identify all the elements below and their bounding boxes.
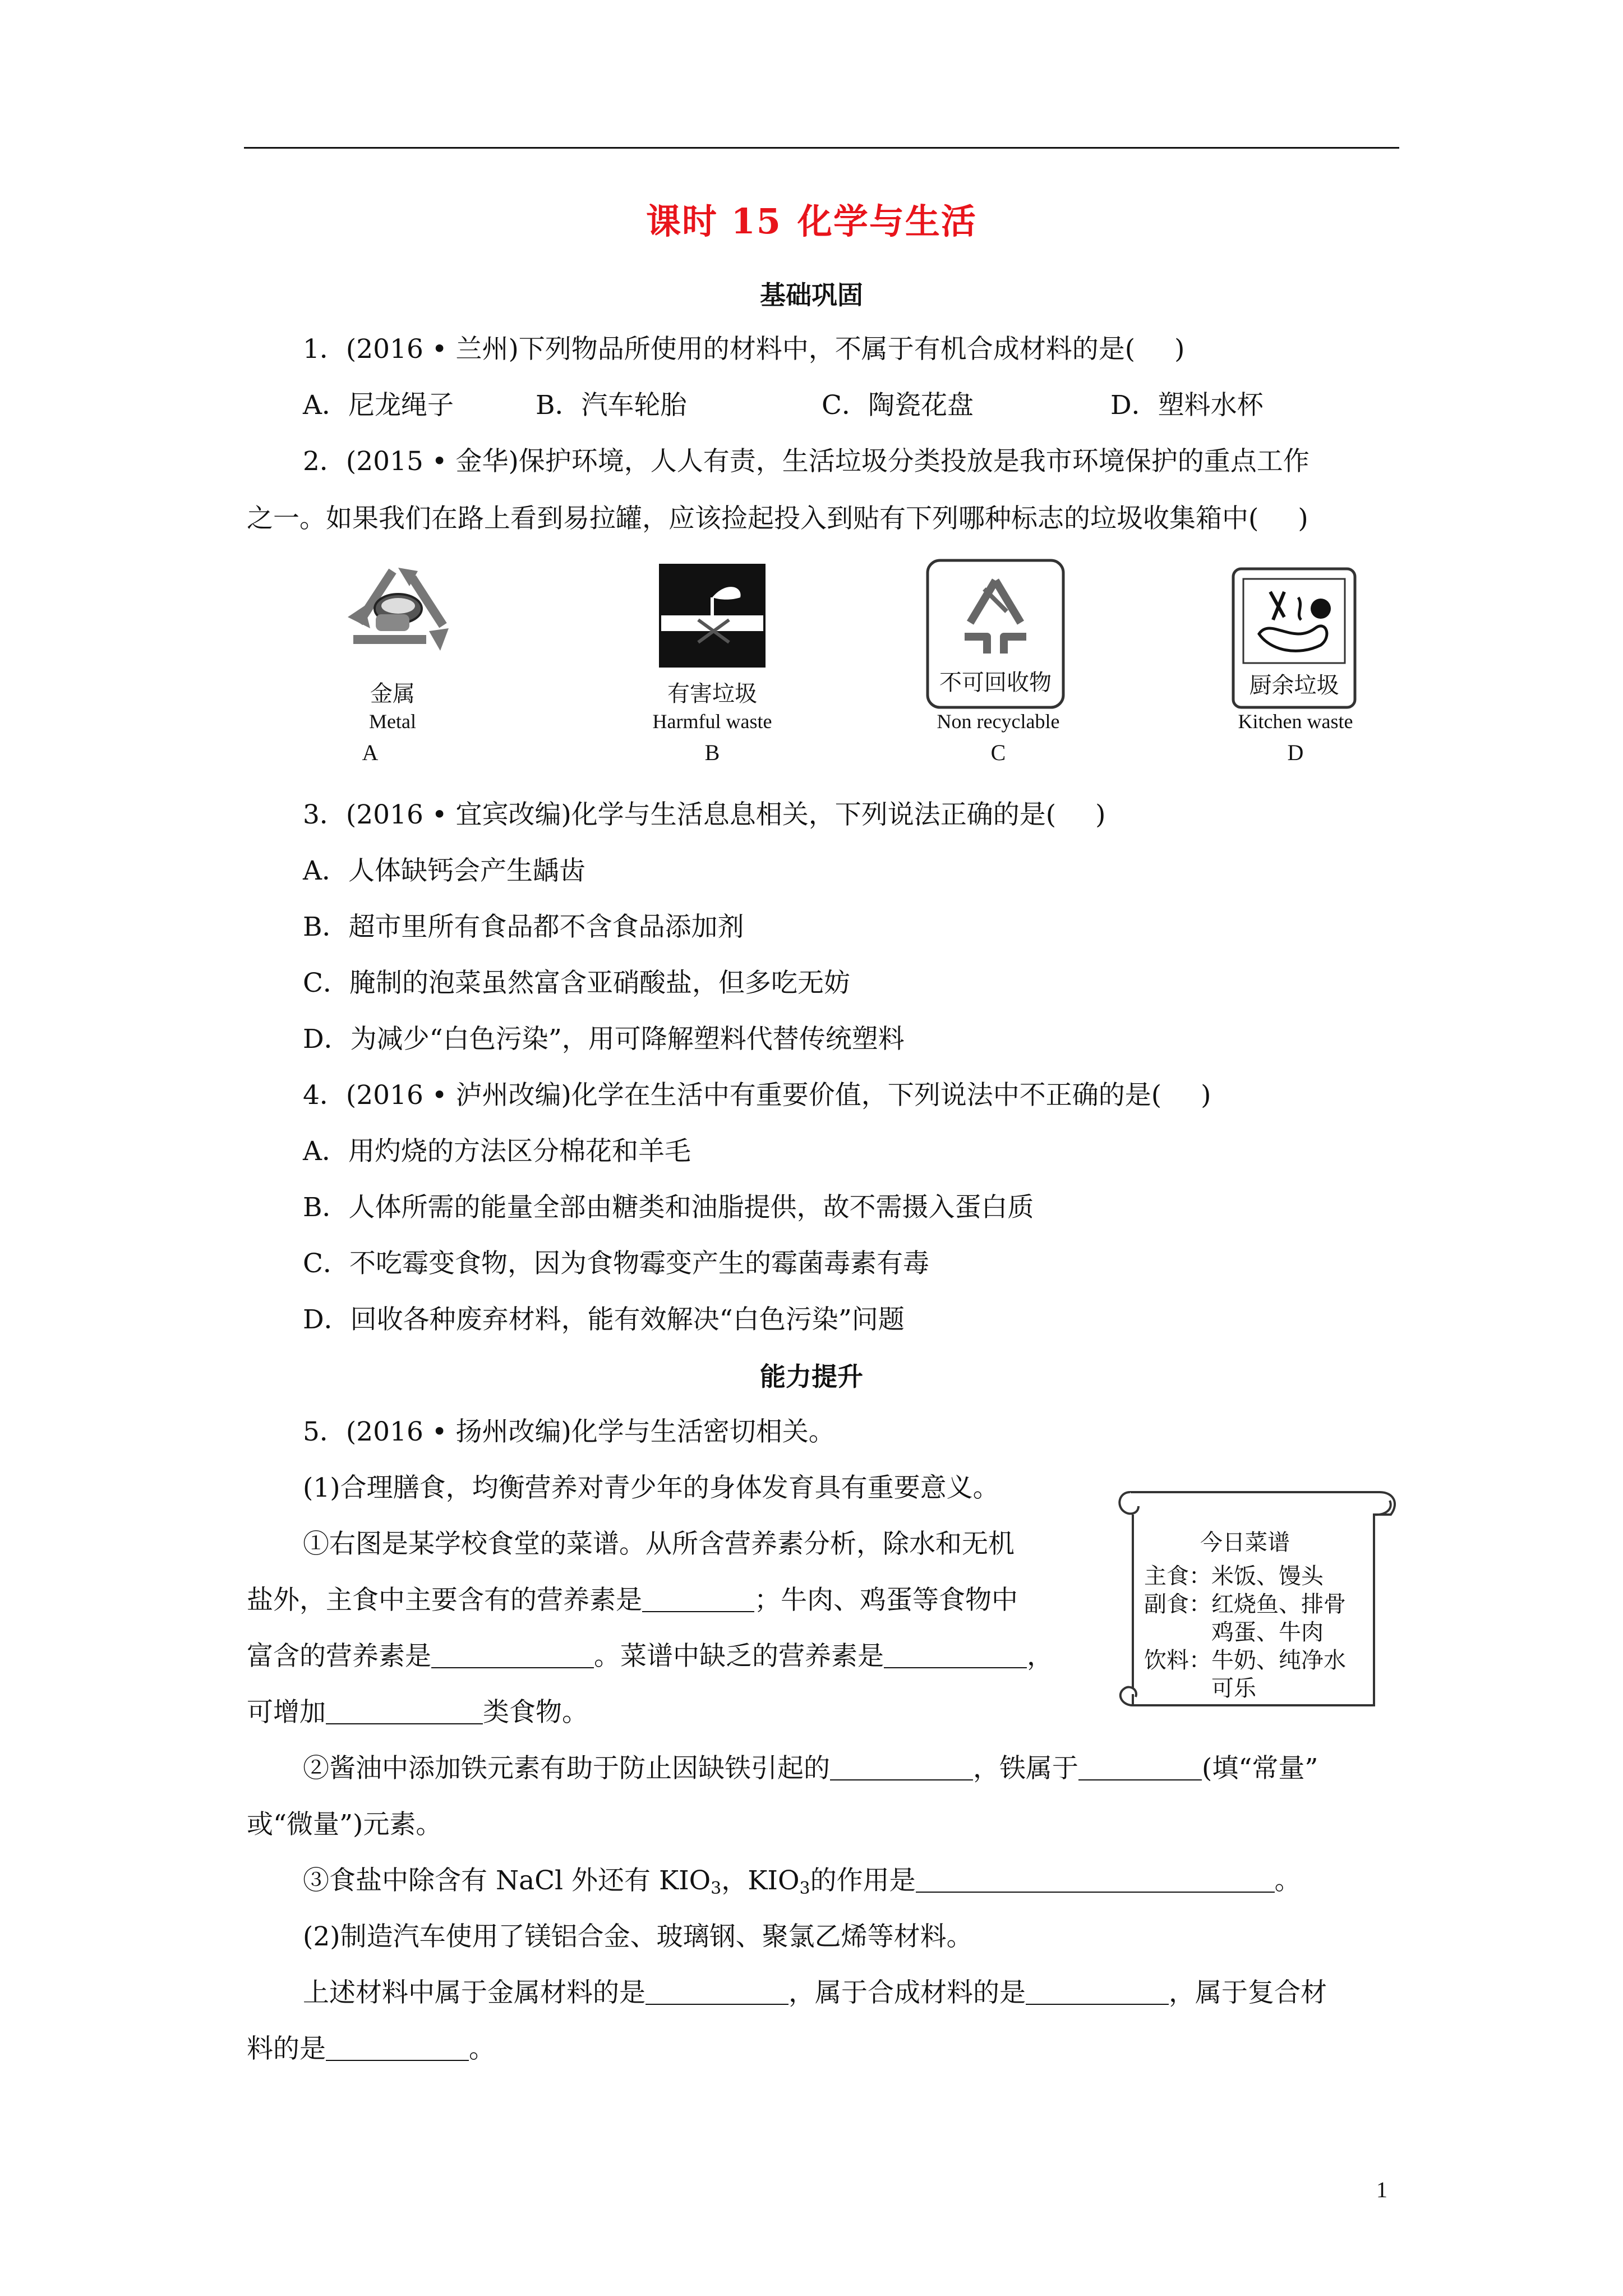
answer-blank[interactable] (1078, 1779, 1202, 1780)
question-1-option-a: A．尼龙绳子 (303, 390, 454, 421)
question-4-option-c: C．不吃霉变食物，因为食物霉变产生的霉菌毒素有毒 (303, 1248, 929, 1279)
question-2-line-2: 之一。如果我们在路上看到易拉罐，应该捡起投入到贴有下列哪种标志的垃圾收集箱中( ) (247, 503, 1308, 534)
question-5-1b-line-1: ②酱油中添加铁元素有助于防止因缺铁引起的 ，铁属于 (填“常量” (303, 1753, 1318, 1784)
question-5-1a-line-3: 富含的营养素是 。菜谱中缺乏的营养素是 ， (247, 1641, 1053, 1672)
question-5-2-line-1: 上述材料中属于金属材料的是 ，属于合成材料的是 ，属于复合材 (303, 1977, 1327, 2008)
answer-blank[interactable] (830, 1779, 973, 1780)
question-3-option-c: C．腌制的泡菜虽然富含亚硝酸盐，但多吃无妨 (303, 968, 850, 999)
symbol-b-label-cn: 有害垃圾 (667, 681, 757, 707)
menu-title: 今日菜谱 (1200, 1530, 1290, 1556)
question-3-option-b: B．超市里所有食品都不含食品添加剂 (303, 912, 744, 942)
question-2-line-1: 2．(2015 • 金华)保护环境，人人有责，生活垃圾分类投放是我市环境保护的重点工作 (303, 446, 1310, 477)
section-basic: 基础巩固 (760, 280, 863, 310)
question-5-part-2: (2)制造汽车使用了镁铝合金、玻璃钢、聚氯乙烯等材料。 (303, 1921, 973, 1952)
question-1-stem: 1．(2016 • 兰州)下列物品所使用的材料中，不属于有机合成材料的是( ) (303, 334, 1185, 365)
answer-blank[interactable] (1026, 2004, 1169, 2005)
symbol-a-label-cn: 金属 (370, 681, 415, 707)
symbol-b-label-en: Harmful waste (652, 710, 772, 733)
question-5-1a-line-2: 盐外，主食中主要含有的营养素是 ；牛肉、鸡蛋等食物中 (247, 1585, 1018, 1616)
question-1-option-b: B．汽车轮胎 (536, 390, 687, 421)
question-1-option-c: C．陶瓷花盘 (822, 390, 974, 421)
menu-row: 主食：米饭、馒头 (1144, 1563, 1324, 1589)
question-1-option-d: D．塑料水杯 (1110, 390, 1264, 421)
question-3-stem: 3．(2016 • 宜宾改编)化学与生活息息相关，下列说法正确的是( ) (303, 799, 1106, 830)
question-5-1c-line: ③食盐中除含有 NaCl 外还有 $KIO_3$，$KIO_3$的作用是 。 (303, 1865, 1301, 1898)
symbol-a-label-en: Metal (369, 710, 416, 733)
lesson-topic: 化学与生活 (797, 201, 977, 242)
answer-blank[interactable] (431, 1667, 594, 1668)
lesson-number: 课时 15 (646, 201, 782, 242)
recycle-icon (314, 561, 471, 673)
question-5-1a-line-1: ①右图是某学校食堂的菜谱。从所含营养素分析，除水和无机 (303, 1529, 1015, 1559)
question-3-option-d: D．为减少“白色污染”，用可降解塑料代替传统塑料 (303, 1024, 905, 1055)
symbol-d-letter: D (1287, 740, 1304, 765)
menu-row: 鸡蛋、牛肉 (1211, 1619, 1324, 1645)
question-4-stem: 4．(2016 • 泸州改编)化学在生活中有重要价值，下列说法中不正确的是( ) (303, 1080, 1211, 1111)
symbol-c-label-en: Non recyclable (937, 710, 1060, 733)
answer-blank[interactable] (326, 2060, 469, 2061)
question-3-option-a: A．人体缺钙会产生龋齿 (303, 855, 585, 886)
symbol-c-label-cn: 不可回收物 (939, 670, 1052, 696)
question-5-part-1: (1)合理膳食，均衡营养对青少年的身体发育具有重要意义。 (303, 1473, 999, 1503)
answer-blank[interactable] (642, 1611, 754, 1612)
symbol-a-letter: A (362, 740, 379, 765)
harmful-waste-icon (659, 564, 766, 668)
answer-blank[interactable] (884, 1667, 1027, 1668)
question-4-option-d: D．回收各种废弃材料，能有效解决“白色污染”问题 (303, 1304, 905, 1335)
question-5-1a-line-4: 可增加 类食物。 (247, 1697, 588, 1728)
symbol-c-letter: C (990, 740, 1006, 765)
menu-row: 可乐 (1211, 1676, 1256, 1701)
header-rule (244, 147, 1399, 149)
symbol-d-label-cn: 厨余垃圾 (1249, 673, 1339, 698)
question-4-option-a: A．用灼烧的方法区分棉花和羊毛 (303, 1136, 691, 1167)
answer-blank[interactable] (645, 2004, 789, 2005)
answer-blank[interactable] (326, 1723, 483, 1724)
page-title (0, 194, 1623, 243)
answer-blank[interactable] (916, 1892, 1275, 1893)
menu-row: 副食：红烧鱼、排骨 (1144, 1591, 1346, 1617)
question-5-2-line-2: 料的是 。 (247, 2033, 495, 2064)
question-5-1b-line-2: 或“微量”)元素。 (247, 1809, 442, 1840)
menu-row: 饮料：牛奶、纯净水 (1144, 1648, 1346, 1673)
symbol-d-label-en: Kitchen waste (1238, 710, 1353, 733)
question-5-stem: 5．(2016 • 扬州改编)化学与生活密切相关。 (303, 1416, 835, 1447)
symbol-b-letter: B (704, 740, 720, 765)
page-number: 1 (1376, 2177, 1387, 2202)
section-advanced: 能力提升 (760, 1361, 863, 1392)
question-4-option-b: B．人体所需的能量全部由糖类和油脂提供，故不需摄入蛋白质 (303, 1192, 1034, 1223)
